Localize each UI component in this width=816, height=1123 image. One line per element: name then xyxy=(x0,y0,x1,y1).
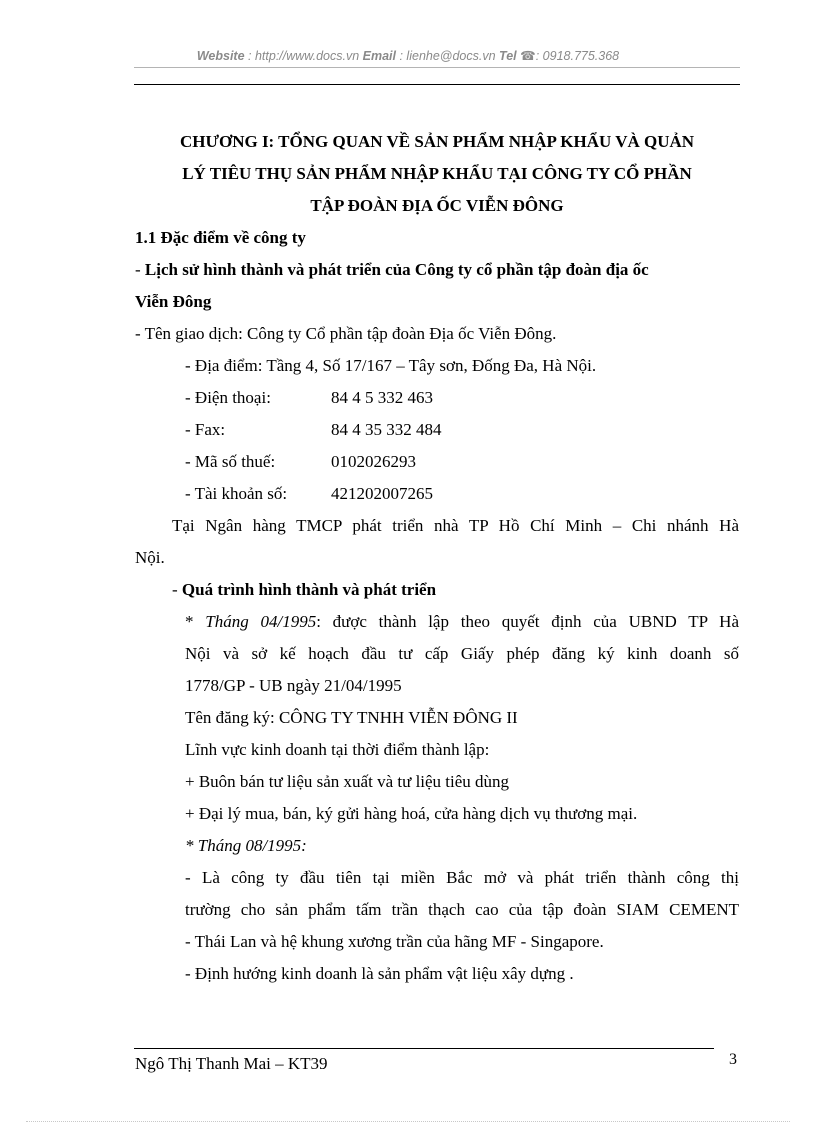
registered-name: Tên đăng ký: CÔNG TY TNHH VIỄN ĐÔNG II xyxy=(185,708,518,727)
account-row xyxy=(185,478,739,510)
first-company-line3: - Thái Lan và hệ khung xương trần của hãng MF - Singapore. xyxy=(185,932,604,951)
milestone1-line3: 1778/GP - UB ngày 21/04/1995 xyxy=(185,676,402,695)
tax-label: - Mã số thuế: xyxy=(185,452,276,471)
phone-label: - Điện thoại: xyxy=(185,388,271,407)
business-item-2: + Đại lý mua, bán, ký gửi hàng hoá, cửa hàng dịch vụ thương mại. xyxy=(185,804,638,823)
milestone1-prefix: * xyxy=(185,612,206,631)
chapter-title-line: TẬP ĐOÀN ĐỊA ỐC VIỄN ĐÔNG xyxy=(310,196,564,215)
tax-row xyxy=(185,446,739,478)
chapter-title-line: CHƯƠNG I: TỔNG QUAN VỀ SẢN PHẨM NHẬP KHẨU VÀ QUẢN xyxy=(179,132,695,151)
milestone1-line2: Nội và sở kế hoạch đầu tư cấp Giấy phép đăng ký kinh doanh số xyxy=(185,644,739,663)
process-heading: Quá trình hình thành và phát triển xyxy=(181,580,437,599)
address: - Địa điểm: Tầng 4, Số 17/167 – Tây sơn, Đống Đa, Hà Nội. xyxy=(185,356,597,375)
page-bottom-border xyxy=(26,1121,790,1122)
phone-icon: ☎ xyxy=(520,49,536,63)
page-body xyxy=(135,126,739,990)
milestone1-date: Tháng 04/1995 xyxy=(205,612,317,631)
history-heading: Lịch sử hình thành và phát triển của Công ty cổ phần tập đoàn địa ốc xyxy=(144,260,649,279)
website-value: : http://www.docs.vn xyxy=(244,49,363,63)
email-value: : lienhe@docs.vn xyxy=(396,49,500,63)
website-label: Website xyxy=(196,49,245,63)
footer-divider xyxy=(134,1048,714,1049)
business-orientation: - Định hướng kinh doanh là sản phẩm vật liệu xây dựng . xyxy=(185,964,574,983)
page-number: 3 xyxy=(729,1051,737,1068)
page-header xyxy=(0,48,816,63)
milestone1-text: : được thành lập theo quyết định của UBND TP Hà xyxy=(316,612,739,631)
email-label: Email xyxy=(362,49,397,63)
header-divider-light xyxy=(134,67,740,68)
history-dash: - xyxy=(135,260,145,279)
bank-line2: Nội. xyxy=(135,548,165,567)
first-company-line2: trường cho sản phẩm tấm trần thạch cao của tập đoàn SIAM CEMENT xyxy=(185,900,739,919)
milestone1-line1 xyxy=(135,606,739,638)
fax-label: - Fax: xyxy=(185,420,226,439)
section-heading: 1.1 Đặc điểm về công ty xyxy=(135,228,306,247)
history-heading-line2: Viễn Đông xyxy=(135,292,212,311)
bank-line1: Tại Ngân hàng TMCP phát triển nhà TP Hồ Chí Minh – Chi nhánh Hà xyxy=(172,516,739,535)
fax-value: 84 4 35 332 484 xyxy=(331,420,442,439)
business-item-1: + Buôn bán tư liệu sản xuất và tư liệu tiêu dùng xyxy=(185,772,510,791)
milestone2-date: * Tháng 08/1995: xyxy=(185,836,307,855)
tel-label: Tel xyxy=(499,49,517,63)
chapter-title xyxy=(135,126,739,222)
fax-row xyxy=(185,414,739,446)
footer-author: Ngô Thị Thanh Mai – KT39 xyxy=(135,1054,328,1073)
header-divider xyxy=(134,84,740,85)
tax-value: 0102026293 xyxy=(331,452,416,471)
process-heading-line xyxy=(135,574,739,606)
chapter-title-line: LÝ TIÊU THỤ SẢN PHẨM NHẬP KHẨU TẠI CÔNG TY CỔ PHẦN xyxy=(182,164,692,183)
phone-value: 84 4 5 332 463 xyxy=(331,388,433,407)
history-heading-line1 xyxy=(135,254,739,286)
trade-name: - Tên giao dịch: Công ty Cổ phần tập đoàn Địa ốc Viễn Đông. xyxy=(135,324,557,343)
process-dash: - xyxy=(172,580,182,599)
business-field: Lĩnh vực kinh doanh tại thời điểm thành lập: xyxy=(185,740,490,759)
account-label: - Tài khoản số: xyxy=(185,484,288,503)
tel-value: : 0918.775.368 xyxy=(535,49,620,63)
first-company-line1: - Là công ty đầu tiên tại miền Bắc mở và phát triển thành công thị xyxy=(185,868,739,887)
account-value: 421202007265 xyxy=(331,484,433,503)
phone-row xyxy=(185,382,739,414)
